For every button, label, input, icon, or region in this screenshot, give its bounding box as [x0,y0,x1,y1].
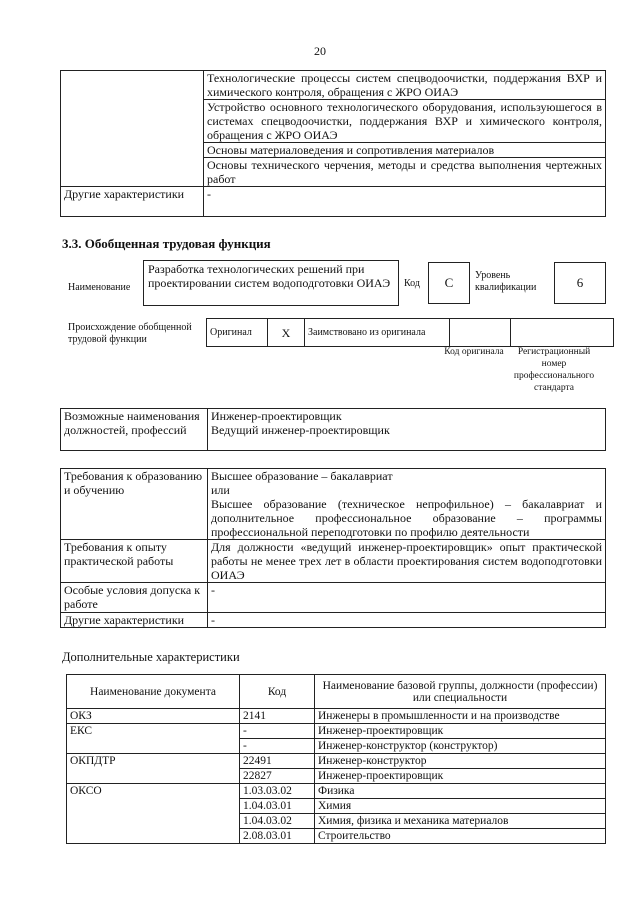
reg-number-cell [511,319,614,347]
position-item: Ведущий инженер-проектировщик [211,423,390,437]
original-label: Оригинал [207,319,268,347]
position-item: Инженер-проектировщик [211,409,342,423]
knowledge-label-cell [61,71,204,187]
code-original-label: Код оригинала [444,347,504,357]
knowledge-item: Основы технического черчения, методы и средства выполнения чертежных работ [204,158,606,187]
section-title: 3.3. Обобщенная трудовая функция [62,236,271,251]
table-row: 1.04.03.01 Химия [67,799,606,814]
other-req-label: Другие характеристики [61,613,208,628]
table-row: ОКСО 1.03.03.02 Физика [67,784,606,799]
code-label: Код [404,278,420,289]
reg-number-label: Регистрационный номер профессионального стандарта [513,347,595,393]
additional-title: Дополнительные характеристики [62,650,240,664]
table-row: 22827 Инженер-проектировщик [67,769,606,784]
knowledge-table [60,70,606,217]
page-number: 20 [314,44,326,58]
original-mark: Х [268,319,305,347]
requirements-table [60,468,606,628]
special-conditions-value: - [208,583,606,613]
origin-table [206,318,614,347]
other-characteristics-label: Другие характеристики [61,187,204,217]
table-row: 1.04.03.02 Химия, физика и механика материалов [67,814,606,829]
knowledge-item: Основы материаловедения и сопротивления материалов [204,143,606,158]
positions-table [60,408,606,451]
function-code: С [428,262,470,304]
knowledge-item: Технологические процессы систем спецводоочистки, поддержания ВХР и химического контроля, обращения с ЖРО ОИАЭ [204,71,606,100]
table-row: 2.08.03.01 Строительство [67,829,606,844]
origin-label: Происхождение обобщенной трудовой функции [68,322,192,345]
education-value: Высшее образование – бакалавриат или Высшее образование (техническое непрофильное) – бакалавриат и дополнительное профессиональное образование – программы профессиональной переподготовки по профилю деятельности [208,469,606,540]
education-label: Требования к образованию и обучению [61,469,208,540]
other-characteristics-value: - [204,187,606,217]
experience-label: Требования к опыту практической работы [61,540,208,583]
level-value: 6 [554,262,606,304]
header-document: Наименование документа [67,675,240,709]
other-req-value: - [208,613,606,628]
table-row: ОКПДТР 22491 Инженер-конструктор [67,754,606,769]
positions-values [208,409,606,451]
header-code: Код [240,675,315,709]
special-conditions-label: Особые условия допуска к работе [61,583,208,613]
positions-label: Возможные наименования должностей, профессий [61,409,208,451]
code-original-cell [450,319,511,347]
table-row: ЕКС - Инженер-проектировщик [67,724,606,739]
level-label: Уровень квалификации [475,270,537,293]
additional-table [66,674,606,844]
table-row: ОКЗ 2141 Инженеры в промышленности и на производстве [67,709,606,724]
header-name: Наименование базовой группы, должности (профессии) или специальности [315,675,606,709]
knowledge-item: Устройство основного технологического оборудования, используюшегося в системах спецводоочистки, поддержания ВХР и химического контроля, обращения с ЖРО ОИАЭ [204,100,606,143]
table-row: - Инженер-конструктор (конструктор) [67,739,606,754]
name-label: Наименование [68,282,131,293]
experience-value: Для должности «ведущий инженер-проектировщик» опыт практической работы не менее трех лет в области проектирования систем водоподготовки ОИАЭ [208,540,606,583]
borrowed-label: Заимствовано из оригинала [305,319,450,347]
function-name: Разработка технологических решений при проектировании систем водоподготовки ОИАЭ [143,260,399,306]
